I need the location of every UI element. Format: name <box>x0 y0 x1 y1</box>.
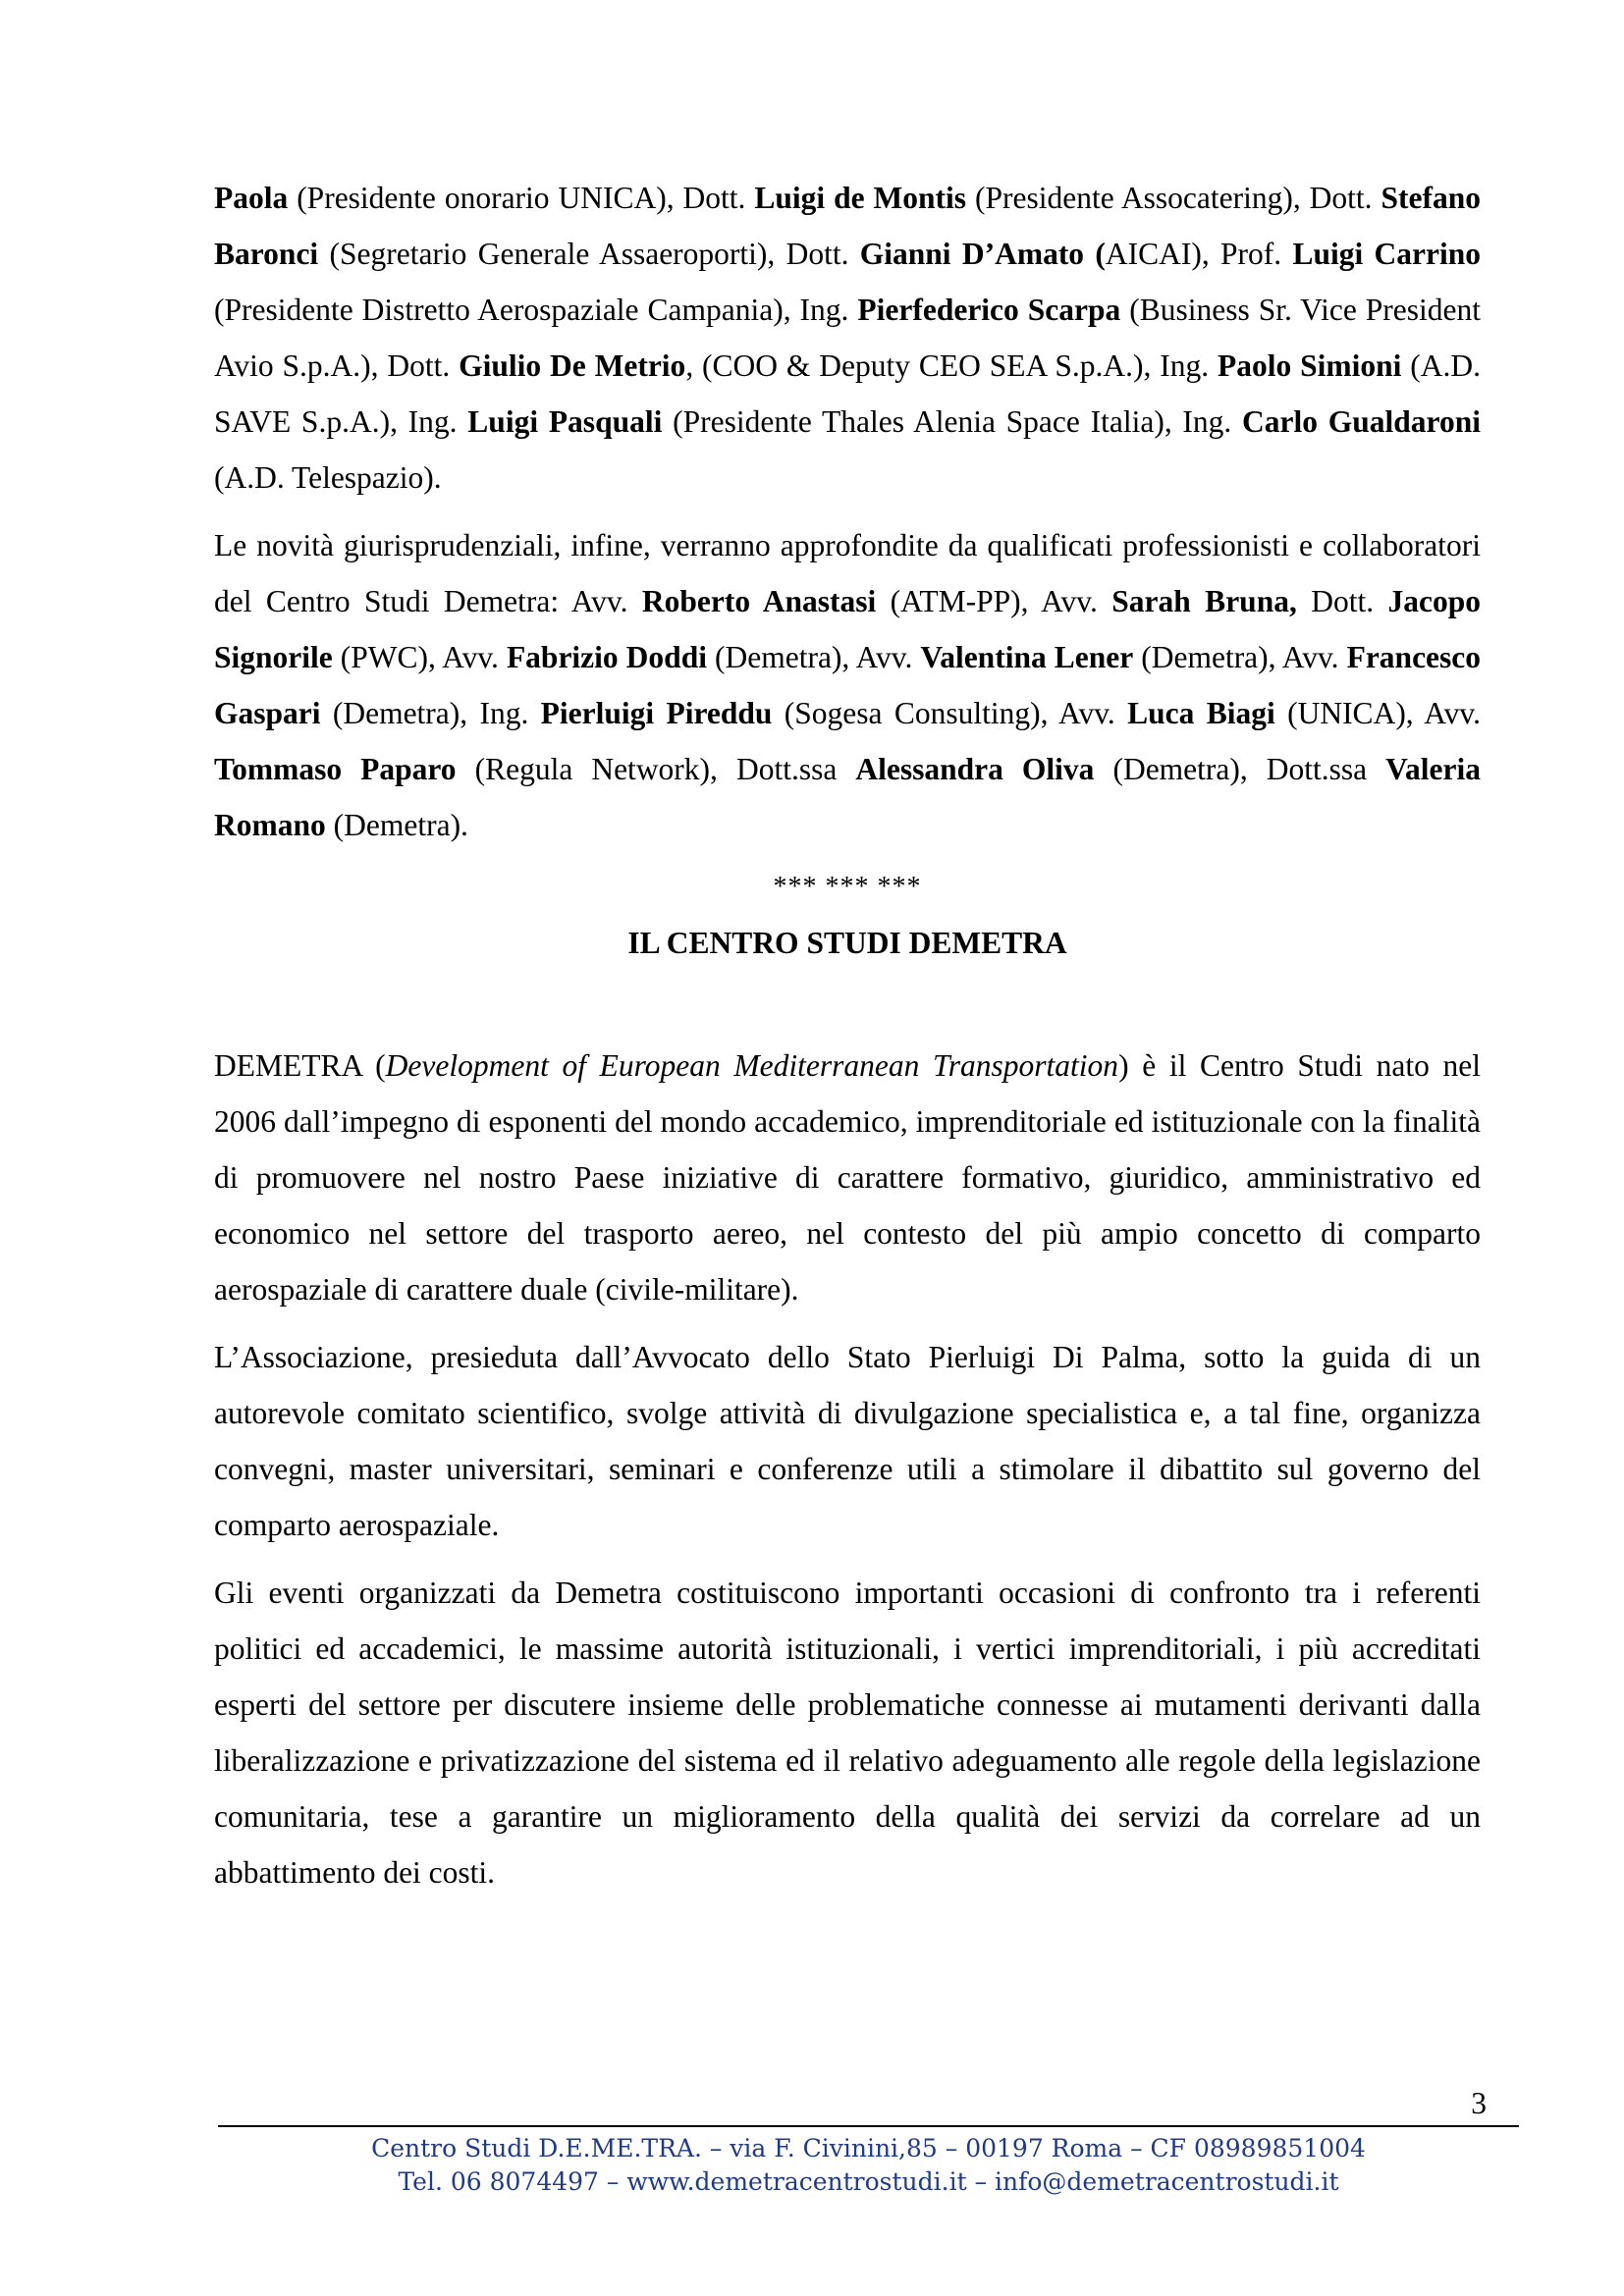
bold-name: Valeria Romano <box>214 752 1481 842</box>
text-run: (UNICA), Avv. <box>1274 696 1482 730</box>
bold-name: Valentina Lener <box>920 640 1134 674</box>
footer-divider <box>218 2125 1519 2127</box>
events-paragraph <box>214 1565 1481 1900</box>
bold-name: Paolo Simioni <box>1217 348 1402 383</box>
text-run: (Sogesa Consulting), Avv. <box>772 696 1128 730</box>
bold-name: Gianni D’Amato ( <box>859 237 1106 271</box>
text-run: (Demetra), Avv. <box>706 640 921 674</box>
text-run: Dott. <box>1296 584 1388 618</box>
bold-name: Tommaso Paparo <box>214 752 457 786</box>
italic-text: Development of European Mediterranean Transportation <box>385 1048 1119 1083</box>
text-run: (Presidente Assocatering), Dott. <box>966 181 1381 215</box>
text-run: (Presidente onorario UNICA), Dott. <box>288 181 755 215</box>
bold-name: Paola <box>214 181 289 215</box>
bold-name: Luigi de Montis <box>754 181 967 215</box>
text-run: (Presidente Thales Alenia Space Italia), Ing. <box>662 404 1243 439</box>
bold-name: Luca Biagi <box>1127 696 1275 730</box>
text-run: (Demetra). <box>325 808 468 842</box>
bold-name: Luigi Pasquali <box>467 404 663 439</box>
demetra-intro-paragraph <box>214 1038 1481 1317</box>
bold-name: Luigi Carrino <box>1292 237 1481 271</box>
bold-name: Jacopo Signorile <box>214 584 1481 674</box>
bold-name: Alessandra Oliva <box>855 752 1095 786</box>
text-run: L’Associazione, presieduta dall’Avvocato dello Stato Pierluigi Di Palma, sotto la guida di un autorevole comitato scientifico, svolge attività di divulgazione specialistica e, a tal fine, organizza convegni, master universitari, seminari e conferenze utili a stimolare il dibattito sul governo del comparto aerospaziale. <box>214 1340 1481 1542</box>
text-run: (Demetra), Avv. <box>1133 640 1347 674</box>
page-number: 3 <box>1471 2086 1487 2120</box>
section-separator: *** *** *** <box>773 872 922 902</box>
bold-name: Pierluigi Pireddu <box>540 696 773 730</box>
text-run: (Demetra), Ing. <box>320 696 541 730</box>
section-heading: IL CENTRO STUDI DEMETRA <box>627 926 1067 960</box>
text-run: (PWC), Avv. <box>332 640 507 674</box>
page-footer <box>218 2132 1519 2199</box>
text-run: (A.D. SAVE S.p.A.), Ing. <box>214 348 1481 439</box>
text-run: (Segretario Generale Assaeroporti), Dott. <box>318 237 860 271</box>
bold-name: Giulio De Metrio <box>459 348 686 383</box>
bold-name: Roberto Anastasi <box>641 584 877 618</box>
footer-contact-line: Tel. 06 8074497 – www.demetracentrostudi.it – info@demetracentrostudi.it <box>398 2167 1339 2196</box>
jurisprudence-paragraph <box>214 517 1481 853</box>
text-run: , (COO & Deputy CEO SEA S.p.A.), Ing. <box>685 348 1218 383</box>
bold-name: Carlo Gualdaroni <box>1242 404 1481 439</box>
bold-name: Francesco Gaspari <box>214 640 1482 730</box>
association-paragraph <box>214 1329 1481 1553</box>
text-run: (Business Sr. Vice President Avio S.p.A.), Dott. <box>214 293 1482 383</box>
footer-address-line: Centro Studi D.E.ME.TRA. – via F. Civinini,85 – 00197 Roma – CF 08989851004 <box>371 2134 1366 2163</box>
speakers-paragraph <box>214 170 1481 506</box>
text-run: (Regula Network), Dott.ssa <box>456 752 856 786</box>
text-run: (ATM-PP), Avv. <box>876 584 1112 618</box>
body-text <box>214 170 1481 1900</box>
text-run: Le novità giurisprudenziali, infine, verranno approfondite da qualificati professionisti e collaboratori del Centro Studi Demetra: Avv. <box>214 528 1481 618</box>
text-run: (Presidente Distretto Aerospaziale Campania), Ing. <box>214 293 858 327</box>
bold-name: Pierfederico Scarpa <box>857 293 1121 327</box>
text-run: (A.D. Telespazio). <box>214 460 442 495</box>
text-run: (Demetra), Dott.ssa <box>1094 752 1386 786</box>
text-run: ) è il Centro Studi nato nel 2006 dall’impegno di esponenti del mondo accademico, imprenditoriale ed istituzionale con la finalità di promuovere nel nostro Paese iniziative di carattere formativo, giuridico, amministrativo ed economico nel settore del trasporto aereo, nel contesto del più ampio concetto di comparto aerospaziale di carattere duale (civile-militare). <box>214 1048 1481 1307</box>
spacer <box>214 971 1481 1038</box>
text-run: DEMETRA ( <box>214 1048 386 1083</box>
bold-name: Sarah Bruna, <box>1111 584 1297 618</box>
text-run: Gli eventi organizzati da Demetra costituiscono importanti occasioni di confronto tra i referenti politici ed accademici, le massime autorità istituzionali, i vertici imprenditoriali, i più accreditati esperti del settore per discutere insieme delle problematiche connesse ai mutamenti derivanti dalla liberalizzazione e privatizzazione del sistema ed il relativo adeguamento alle regole della legislazione comunitaria, tese a garantire un miglioramento della qualità dei servizi da correlare ad un abbattimento dei costi. <box>214 1575 1481 1890</box>
text-run: AICAI), Prof. <box>1105 237 1293 271</box>
bold-name: Fabrizio Doddi <box>506 640 707 674</box>
bold-name: Stefano Baronci <box>214 181 1481 271</box>
